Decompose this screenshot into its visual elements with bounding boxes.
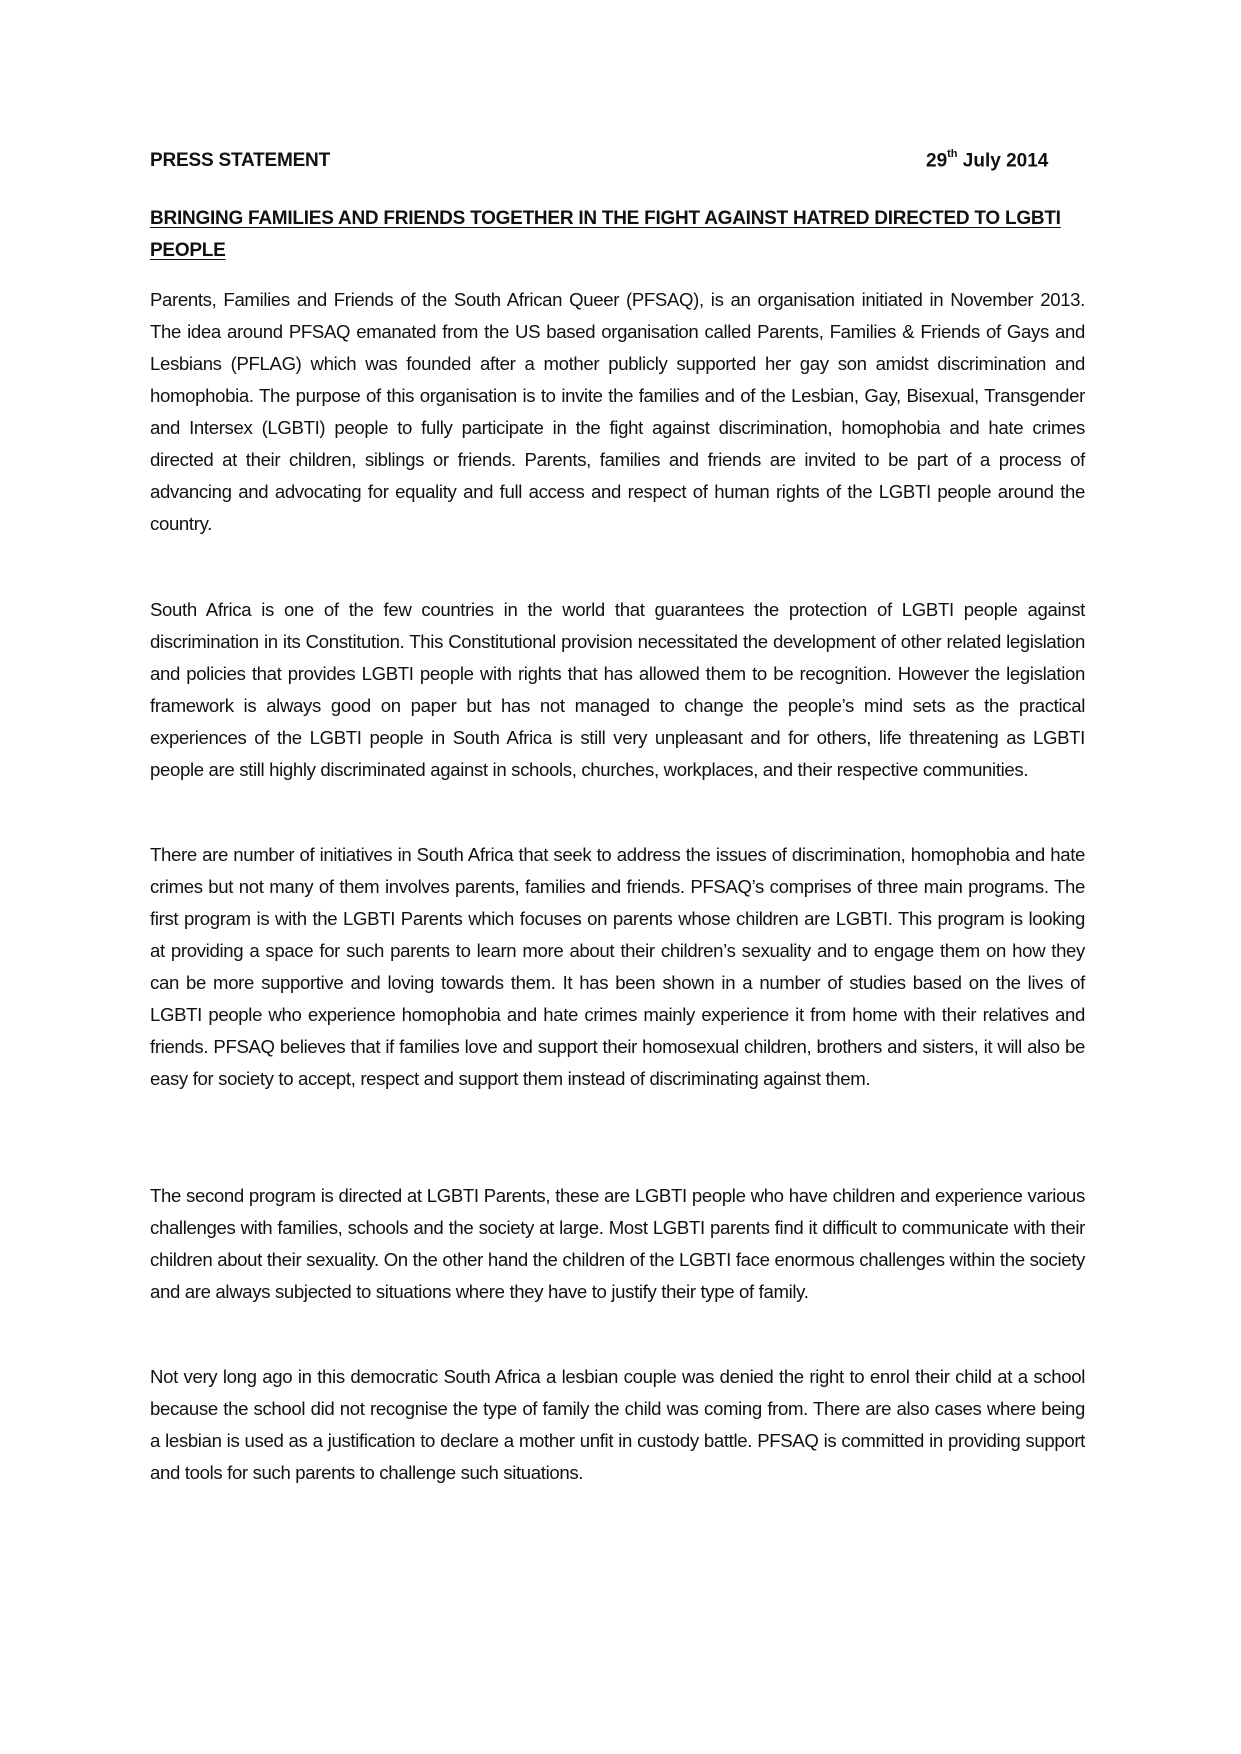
press-statement-label: PRESS STATEMENT bbox=[150, 150, 330, 171]
paragraph-school-case: Not very long ago in this democratic South Africa a lesbian couple was denied the right to enrol their child at a school because the school did not recognise the type of family the child was coming from. There are also cases where being a lesbian is used as a justification to declare a mother unfit in custody battle. PFSAQ is committed in providing support and tools for such parents to challenge such situations. bbox=[150, 1366, 1085, 1483]
paragraph-constitution: South Africa is one of the few countries in the world that guarantees the protection of LGBTI people against discrimination in its Constitution. This Constitutional provision necessitated the development of other related legislation and policies that provides LGBTI people with rights that has allowed them to be recognition. However the legislation framework is always good on paper but has not managed to change the people’s mind sets as the practical experiences of the LGBTI people in South Africa is still very unpleasant and for others, life threatening as LGBTI people are still highly discriminated against in schools, churches, workplaces, and their respective communities. bbox=[150, 599, 1085, 780]
statement-date bbox=[926, 150, 1048, 172]
date-day: 29 bbox=[926, 150, 948, 172]
date-suffix: th bbox=[947, 148, 958, 160]
paragraph-second-program: The second program is directed at LGBTI Parents, these are LGBTI people who have children and experience various challenges with families, schools and the society at large. Most LGBTI parents find it difficult to communicate with their children about their sexuality. On the other hand the children of the LGBTI face enormous challenges within the society and are always subjected to situations where they have to justify their type of family. bbox=[150, 1185, 1085, 1302]
document-title: BRINGING FAMILIES AND FRIENDS TOGETHER IN THE FIGHT AGAINST HATRED DIRECTED TO LGBTI PEOPLE bbox=[150, 208, 1061, 261]
date-month-year: July 2014 bbox=[957, 150, 1049, 172]
paragraph-introduction: Parents, Families and Friends of the South African Queer (PFSAQ), is an organisation initiated in November 2013. The idea around PFSAQ emanated from the US based organisation called Parents, Families & Friends of Gays and Lesbians (PFLAG) which was founded after a mother publicly supported her gay son amidst discrimination and homophobia. The purpose of this organisation is to invite the families and of the Lesbian, Gay, Bisexual, Transgender and Intersex (LGBTI) people to fully participate in the fight against discrimination, homophobia and hate crimes directed at their children, siblings or friends. Parents, families and friends are invited to be part of a process of advancing and advocating for equality and full access and respect of human rights of the LGBTI people around the country. bbox=[150, 289, 1085, 534]
paragraph-first-program: There are number of initiatives in South Africa that seek to address the issues of discrimination, homophobia and hate crimes but not many of them involves parents, families and friends. PFSAQ’s comprises of three main programs. The first program is with the LGBTI Parents which focuses on parents whose children are LGBTI. This program is looking at providing a space for such parents to learn more about their children’s sexuality and to engage them on how they can be more supportive and loving towards them. It has been shown in a number of studies based on the lives of LGBTI people who experience homophobia and hate crimes mainly experience it from home with their relatives and friends. PFSAQ believes that if families love and support their homosexual children, brothers and sisters, it will also be easy for society to accept, respect and support them instead of discriminating against them. bbox=[150, 844, 1085, 1089]
document-header bbox=[150, 150, 1085, 178]
